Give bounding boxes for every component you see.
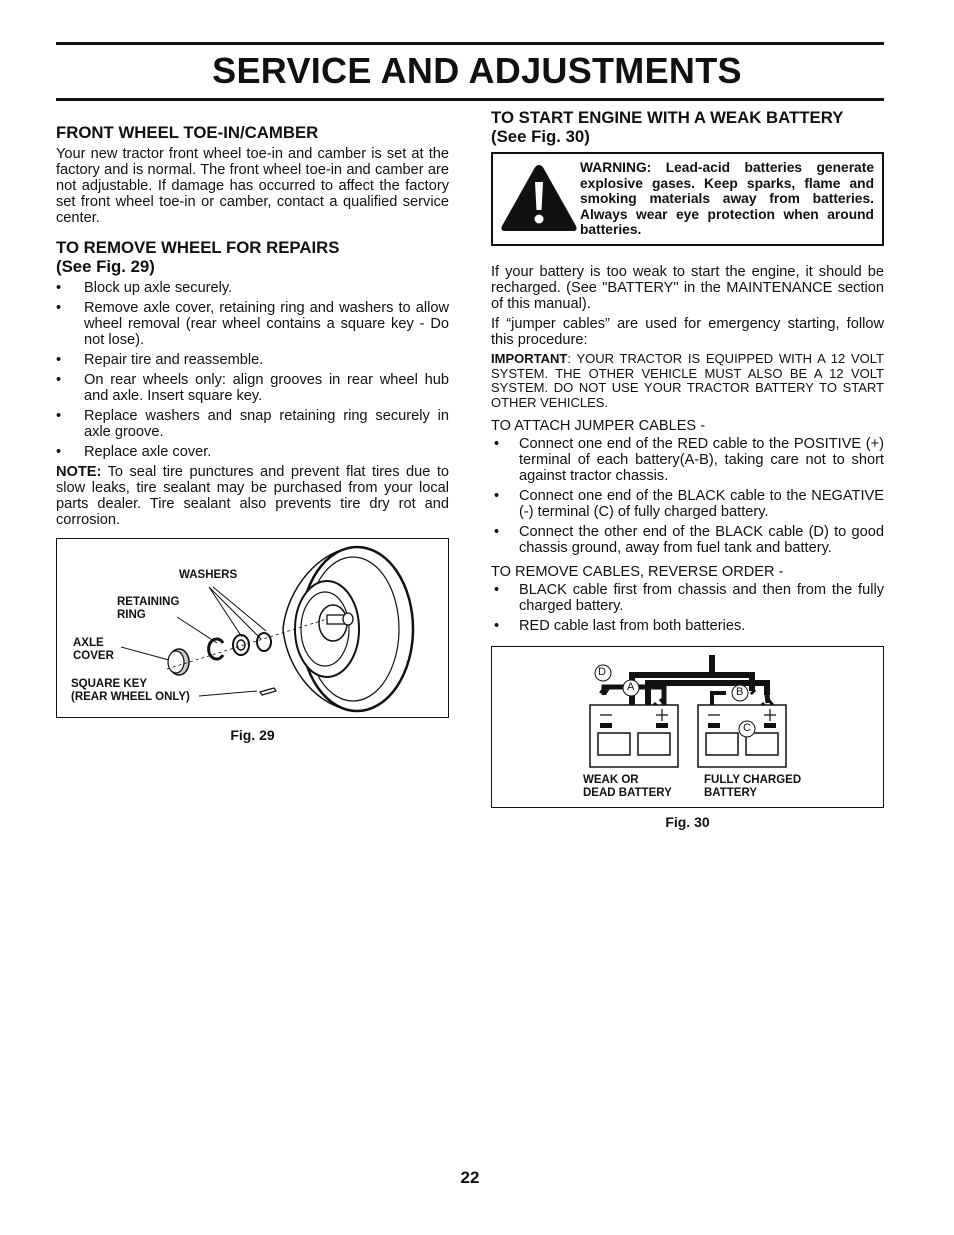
remove-wheel-heading-line1: TO REMOVE WHEEL FOR REPAIRS [56, 238, 340, 257]
remove-wheel-heading-line2: (See Fig. 29) [56, 257, 155, 276]
remove-wheel-steps [56, 280, 449, 460]
label-weak-battery [583, 774, 672, 800]
remove-cables-steps [491, 582, 884, 634]
label-square-key-line2: (REAR WHEEL ONLY) [71, 691, 190, 703]
label-full-battery [704, 774, 801, 800]
label-full-battery-line1: FULLY CHARGED [704, 774, 802, 786]
attach-cables-lead: TO ATTACH JUMPER CABLES - [491, 418, 706, 434]
fig29-box [56, 538, 449, 718]
fig30-box [491, 646, 884, 808]
important-paragraph [491, 352, 884, 410]
label-axle-cover [73, 637, 114, 663]
remove-cables-lead: TO REMOVE CABLES, REVERSE ORDER - [491, 564, 784, 580]
warning-box [491, 152, 884, 246]
washer-2 [233, 635, 249, 655]
right-column [491, 108, 884, 830]
page-title: SERVICE AND ADJUSTMENTS [212, 50, 742, 91]
list-item: • Block up axle securely. [56, 280, 449, 296]
remove-wheel-heading [56, 238, 449, 276]
important-label: IMPORTANT [491, 351, 568, 366]
weak-battery-heading-line1: TO START ENGINE WITH A WEAK BATTERY [491, 108, 844, 127]
note-label: NOTE: [56, 464, 102, 480]
label-weak-battery-line2: DEAD BATTERY [583, 787, 672, 799]
list-item: • Connect one end of the RED cable to the POSITIVE (+) terminal of each battery(A-B), taking care not to short against tractor chassis. [491, 436, 884, 484]
attach-cables-steps [491, 436, 884, 556]
label-retaining-ring-line2: RING [117, 609, 146, 621]
label-axle-cover-line1: AXLE [73, 637, 104, 649]
label-retaining-ring [117, 596, 179, 622]
list-item: • RED cable last from both batteries. [491, 618, 884, 634]
label-weak-battery-line1: WEAK OR [583, 774, 639, 786]
label-washers: WASHERS [179, 569, 238, 581]
washer-1 [257, 633, 271, 651]
callout-a-label: A [627, 681, 635, 693]
list-item: • Connect one end of the BLACK cable to the NEGATIVE (-) terminal (C) of fully charged battery. [491, 488, 884, 520]
fig29-caption: Fig. 29 [230, 727, 275, 743]
label-square-key-line1: SQUARE KEY [71, 678, 148, 690]
label-square-key [71, 678, 190, 704]
label-full-battery-line2: BATTERY [704, 787, 758, 799]
left-column [56, 123, 449, 743]
top-rule [56, 42, 884, 45]
list-item: • Replace axle cover. [56, 444, 449, 460]
jumper-cables-paragraph: If “jumper cables” are used for emergency starting, follow this procedure: [491, 316, 884, 348]
list-item: • BLACK cable first from chassis and then from the fully charged battery. [491, 582, 884, 614]
weak-battery-paragraph: If your battery is too weak to start the engine, it should be recharged. (See "BATTERY" in the MAINTENANCE section of this manual). [491, 264, 884, 312]
list-item: • On rear wheels only: align grooves in rear wheel hub and axle. Insert square key. [56, 372, 449, 404]
weak-battery-heading [491, 108, 884, 146]
label-axle-cover-line2: COVER [73, 650, 114, 662]
callout-c-label: C [743, 722, 751, 734]
title-underline [56, 98, 884, 101]
list-item: • Remove axle cover, retaining ring and washers to allow wheel removal (rear wheel contains a square key - Do not lose). [56, 300, 449, 348]
list-item: • Replace washers and snap retaining ring securely in axle groove. [56, 408, 449, 440]
important-text: : YOUR TRACTOR IS EQUIPPED WITH A 12 VOLT SYSTEM. THE OTHER VEHICLE MUST ALSO BE A 12 VOLT SYSTEM. DO NOT USE YOUR TRACTOR BATTERY TO START OTHER VEHICLES. [491, 351, 884, 410]
label-retaining-ring-line1: RETAINING [117, 596, 180, 608]
jumper-cable-diagram [492, 647, 883, 807]
page-number: 22 [460, 1168, 480, 1187]
callout-d-label: D [598, 666, 606, 678]
toe-in-heading: FRONT WHEEL TOE-IN/CAMBER [56, 123, 319, 142]
note-paragraph [56, 464, 449, 528]
square-key [260, 688, 276, 695]
weak-battery-heading-line2: (See Fig. 30) [491, 127, 590, 146]
list-item: • Connect the other end of the BLACK cable (D) to good chassis ground, away from fuel tank and battery. [491, 524, 884, 556]
fig30-caption: Fig. 30 [665, 814, 710, 830]
callout-b-label: B [736, 686, 744, 698]
warning-triangle-icon [499, 162, 579, 234]
list-item: • Repair tire and reassemble. [56, 352, 449, 368]
toe-in-body: Your new tractor front wheel toe-in and camber is set at the factory and is normal. The front wheel toe-in and camber are not adjustable. If damage has occurred to affect the factory set front wheel toe-in or camber, contact a qualified service center. [56, 146, 449, 226]
note-text: To seal tire punctures and prevent flat tires due to slow leaks, tire sealant may be purchased from your local parts dealer. Tire sealant also prevents tire dry rot and corrosion. [56, 464, 449, 528]
warning-text: WARNING: Lead-acid batteries generate explosive gases. Keep sparks, flame and smoking materials away from batteries. Always wear eye protection when around batteries. [580, 160, 874, 237]
